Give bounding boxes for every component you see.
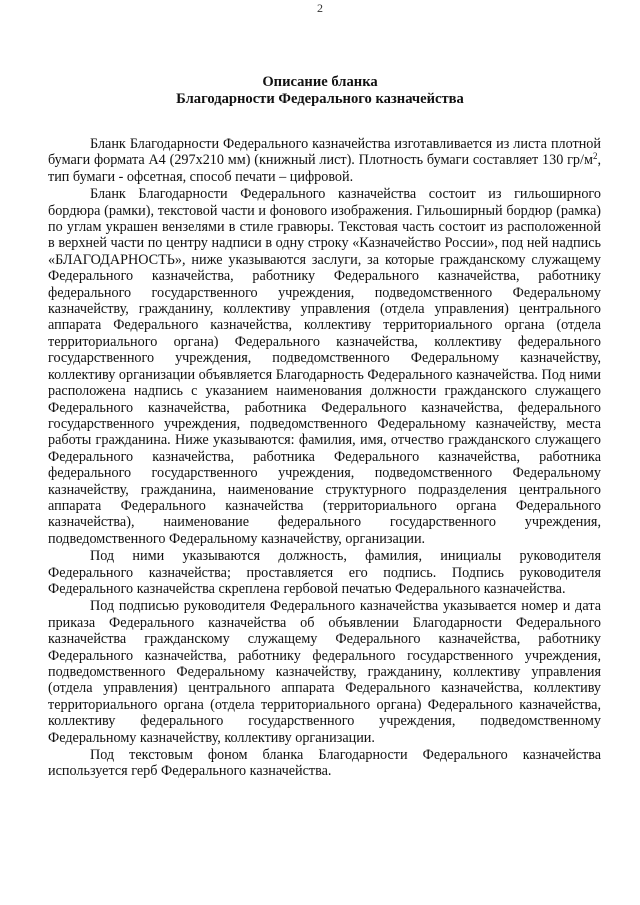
paper-format-text: Бланк Благодарности Федерального казначейства изготавливается из листа плотной бумаги формата А4 (297x210 мм) (книжный лист). Плотность бумаги составляет 130 гр/м bbox=[48, 136, 601, 169]
page-number: 2 bbox=[317, 1, 323, 15]
paragraph-structure: Бланк Благодарности Федерального казначейства состоит из гильоширного бордюра (рамки), текстовой части и фонового изображения. Гильоширный бордюр (рамка) по углам украшен вензелями в стиле гравюры. Текстовая часть состоит из расположенной в верхней части по центру надписи в одну строку «Казначейство России», под ней надпись «БЛАГОДАРНОСТЬ», ниже указываются заслуги, за которые гражданскому служащему Федерального казначейства, работнику Федерального казначейства, работнику федерального государственного учреждения, подведомственного Федеральному казначейству, гражданину, коллективу управления (отдела управления) центрального аппарата Федерального казначейства, коллективу территориального органа (отдела территориального органа) Федерального казначейства, коллективу федерального государственного учреждения, подведомственного Федеральному казначейству, коллективу организации объявляется Благодарность Федерального казначейства. Под ними расположена надпись с указанием наименования должности гражданского служащего Федерального казначейства, работника Федерального казначейства, федерального государственного учреждения, подведомственного Федеральному казначейству, места работы гражданина. Ниже указываются: фамилия, имя, отчество гражданского служащего Федерального казначейства, работника Федерального казначейства, работника федерального государственного учреждения, подведомственного Федеральному казначейству, гражданина, наименование структурного подразделения центрального аппарата Федерального казначейства (территориального органа Федерального казначейства), наименование федерального государственного учреждения, подведомственного Федеральному казначейству, организации. bbox=[48, 186, 601, 547]
document-body bbox=[48, 136, 601, 781]
paragraph-signature: Под ними указываются должность, фамилия, инициалы руководителя Федерального казначейства; проставляется его подпись. Подпись руководителя Федерального казначейства скреплена гербовой печатью Федерального казначейства. bbox=[48, 548, 601, 597]
title-line-1: Описание бланка bbox=[262, 74, 378, 90]
paragraph-emblem: Под текстовым фоном бланка Благодарности Федерального казначейства используется герб Федерального казначейства. bbox=[48, 747, 601, 780]
document-title bbox=[0, 74, 640, 108]
square-superscript: 2 bbox=[592, 151, 598, 162]
paragraph-order: Под подписью руководителя Федерального казначейства указывается номер и дата приказа Федерального казначейства об объявлении Благодарности Федерального казначейства гражданскому служащему Федерального казначейства, работнику Федерального казначейства, работнику федерального государственного учреждения, подведомственного Федеральному казначейству, гражданину, коллективу управления (отдела управления) центрального аппарата Федерального казначейства, коллективу территориального органа (отдела территориального органа) Федерального казначейства, коллективу федерального государственного учреждения, подведомственному Федеральному казначейству, коллективу организации. bbox=[48, 598, 601, 746]
paragraph-paper-format bbox=[48, 136, 601, 185]
paper-format-text-end: , тип бумаги - офсетная, способ печати – цифровой. bbox=[48, 152, 601, 185]
title-line-2: Благодарности Федерального казначейства bbox=[176, 91, 464, 107]
